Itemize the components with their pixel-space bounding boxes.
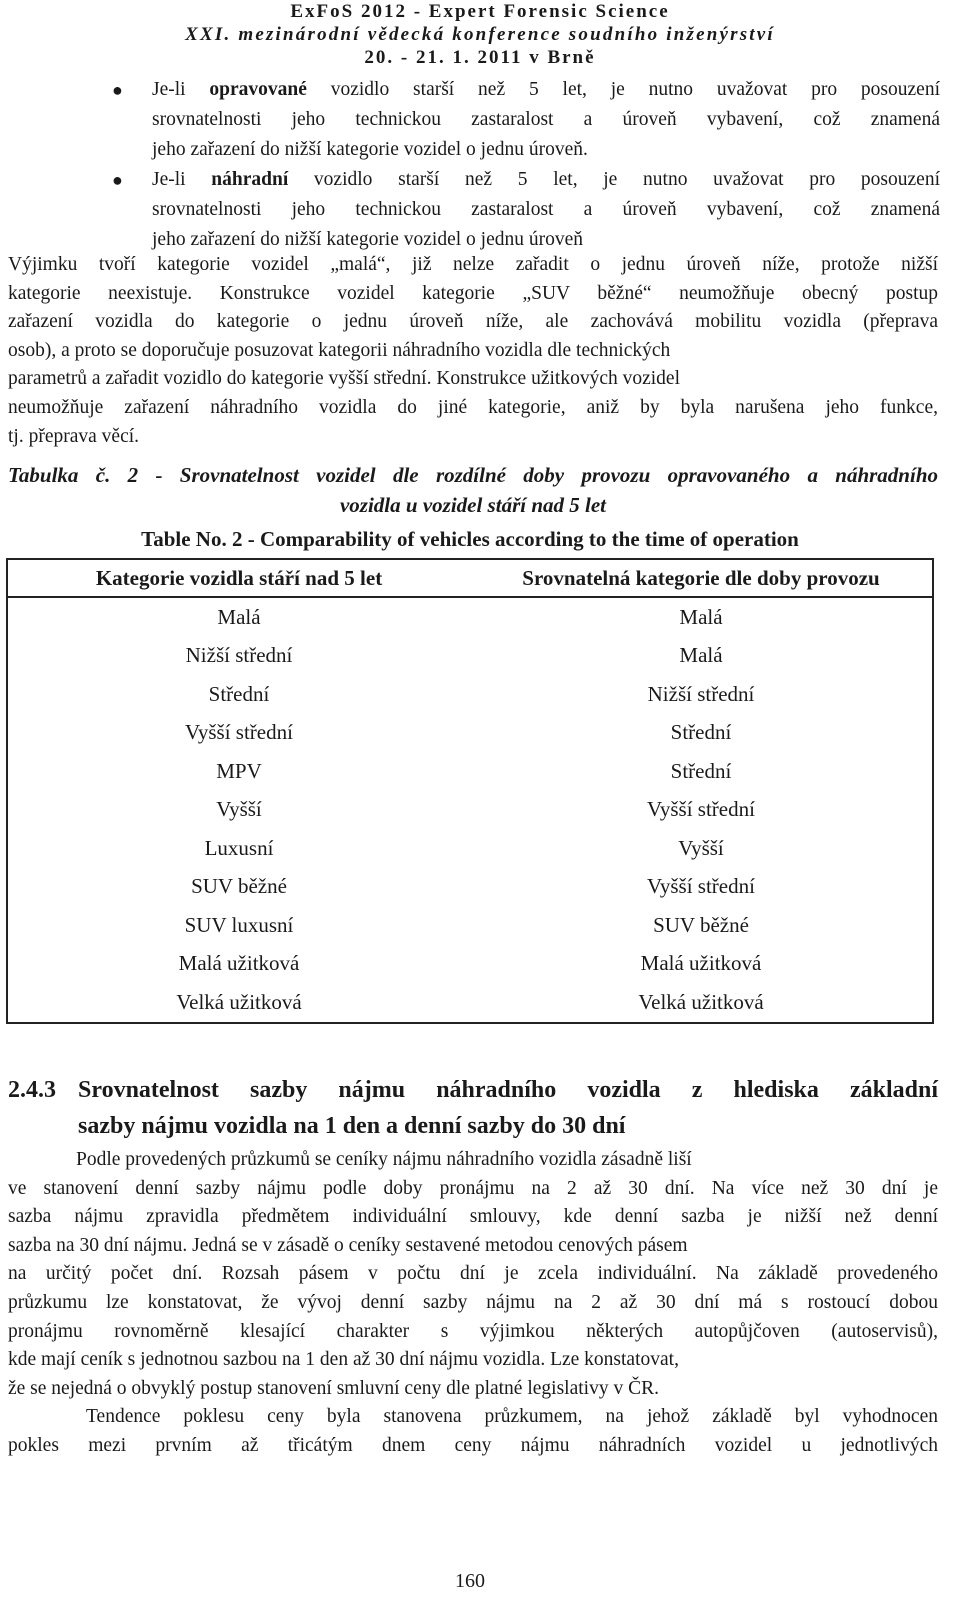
bullet-item-replacement <box>110 165 940 255</box>
conference-date: 20. - 21. 1. 2011 v Brně <box>364 47 596 68</box>
table-cell: Nižší střední <box>647 681 755 706</box>
table-cell: Střední <box>670 720 732 745</box>
table-cell: Vyšší střední <box>185 720 293 745</box>
page-header <box>0 0 960 69</box>
table-row <box>7 829 933 868</box>
bullet-line: Je-li náhradní vozidlo starší než 5 let, je nutno uvažovat pro posouzení <box>152 169 940 190</box>
table-cell: Velká užitková <box>638 989 764 1014</box>
table-row <box>7 597 933 637</box>
text-line: Výjimku tvoří kategorie vozidel „malá“, již nelze zařadit o jednu úroveň níže, protože nižší <box>8 254 938 275</box>
table-cell: Malá <box>679 604 723 629</box>
conference-subtitle: XXI. mezinárodní vědecká konference soudního inženýrství <box>185 24 775 45</box>
text-line: kategorie neexistuje. Konstrukce vozidel kategorie „SUV běžné“ neumožňuje obecný postup <box>8 282 938 304</box>
text-line: pronájmu rovnoměrně klesající charakter s výjimkou některých autopůjčoven (autoservisů), <box>8 1320 938 1342</box>
text-line: kde mají ceník s jednotnou sazbou na 1 den až 30 dní nájmu vozidla. Lze konstatovat, <box>8 1349 679 1371</box>
table-cell: Luxusní <box>204 835 274 860</box>
text-line: osob), a proto se doporučuje posuzovat kategorii náhradního vozidla dle technických <box>8 339 671 361</box>
table-row <box>7 791 933 830</box>
table-cell: Malá užitková <box>640 951 762 976</box>
table-row <box>7 906 933 945</box>
table-cell: Malá <box>679 643 723 668</box>
table-cell: Malá užitková <box>178 951 300 976</box>
section-title-line: sazby nájmu vozidla na 1 den a denní sazby do 30 dní <box>78 1113 626 1139</box>
bullet-line: jeho zařazení do nižší kategorie vozidel o jednu úroveň. <box>152 139 588 160</box>
column-header: Srovnatelná kategorie dle doby provozu <box>470 559 933 597</box>
paragraph-exceptions <box>8 251 938 451</box>
table-cell: SUV běžné <box>191 874 287 899</box>
table-row <box>7 752 933 791</box>
table-header-row <box>7 559 933 597</box>
paragraph-rental-rates <box>8 1146 938 1403</box>
section-title <box>78 1072 938 1144</box>
text-line: sazba na 30 dní nájmu. Jedná se v zásadě o ceníky sestavené metodou cenových pásem <box>8 1234 688 1256</box>
table-caption-line: vozidla u vozidel stáří nad 5 let <box>339 493 606 517</box>
table-row <box>7 983 933 1023</box>
text-line: pokles mezi prvním až třicátým dnem ceny nájmu náhradních vozidel u jednotlivých <box>8 1434 938 1456</box>
bullet-icon: ● <box>112 80 123 100</box>
table-row <box>7 945 933 984</box>
bullet-line: srovnatelnosti jeho technickou zastaralost a úroveň vybavení, což znamená <box>152 109 940 130</box>
text-line: Tendence poklesu ceny byla stanovena průzkumem, na jehož základě byl vyhodnocen <box>86 1406 938 1427</box>
table-cell: MPV <box>216 758 262 783</box>
column-header: Kategorie vozidla stáří nad 5 let <box>7 559 470 597</box>
section-number: 2.4.3 <box>8 1077 56 1103</box>
conference-title: ExFoS 2012 - Expert Forensic Science <box>290 1 670 22</box>
bullet-icon: ● <box>112 170 123 190</box>
table-cell: Střední <box>670 758 732 783</box>
table-caption-line: Tabulka č. 2 - Srovnatelnost vozidel dle rozdílné doby provozu opravovaného a náhradního <box>8 463 938 487</box>
table-cell: SUV běžné <box>653 912 749 937</box>
table-cell: Vyšší <box>216 797 262 822</box>
table-caption-english: Table No. 2 - Comparability of vehicles according to the time of operation <box>141 527 799 551</box>
bullet-item-repaired <box>110 75 940 165</box>
section-heading <box>8 1072 938 1144</box>
table-cell: Vyšší střední <box>647 874 755 899</box>
bullet-list <box>110 75 940 255</box>
text-line: parametrů a zařadit vozidlo do kategorie vyšší střední. Konstrukce užitkových vozidel <box>8 368 680 390</box>
text-line: ve stanovení denní sazby nájmu podle doby pronájmu na 2 až 30 dní. Na více než 30 dní je <box>8 1177 938 1199</box>
table-cell: SUV luxusní <box>184 912 294 937</box>
table-row <box>7 637 933 676</box>
text-line: tj. přeprava věcí. <box>8 425 140 447</box>
text-line: na určitý počet dní. Rozsah pásem v počtu dní je zcela individuální. Na základě provedeného <box>8 1263 938 1285</box>
paragraph-price-trend <box>8 1403 938 1460</box>
bullet-line: jeho zařazení do nižší kategorie vozidel o jednu úroveň <box>152 229 583 250</box>
text-line: zařazení vozidla do kategorie o jednu úroveň níže, ale zachovává mobilitu vozidla (přeprava <box>8 311 938 333</box>
text-line: neumožňuje zařazení náhradního vozidla do jiné kategorie, aniž by byla narušena jeho funkce, <box>8 396 938 418</box>
table-cell: Nižší střední <box>185 643 293 668</box>
text-line: sazba nájmu zpravidla předmětem individuální smlouvy, kde denní sazba je nižší než denní <box>8 1206 938 1228</box>
text-line: průzkumu lze konstatovat, že vývoj denní sazby nájmu na 2 až 30 dní má s rostoucí dobou <box>8 1291 938 1313</box>
bullet-line: srovnatelnosti jeho technickou zastaralost a úroveň vybavení, což znamená <box>152 199 940 220</box>
page-number: 160 <box>455 1570 485 1592</box>
table-cell: Vyšší střední <box>647 797 755 822</box>
table-row <box>7 675 933 714</box>
table-row <box>7 868 933 907</box>
comparison-table <box>6 558 934 1024</box>
table-cell: Střední <box>208 681 270 706</box>
section-title-line: Srovnatelnost sazby nájmu náhradního vozidla z hlediska základní <box>78 1077 938 1103</box>
table-caption <box>8 460 938 520</box>
table-cell: Vyšší <box>678 835 724 860</box>
bullet-line: Je-li opravované vozidlo starší než 5 let, je nutno uvažovat pro posouzení <box>152 79 940 100</box>
table-row <box>7 714 933 753</box>
text-line: že se nejedná o obvyklý postup stanovení smluvní ceny dle platné legislativy v ČR. <box>8 1377 659 1399</box>
text-line: Podle provedených průzkumů se ceníky nájmu náhradního vozidla zásadně liší <box>76 1149 692 1170</box>
table-cell: Malá <box>217 604 261 629</box>
table-cell: Velká užitková <box>176 989 302 1014</box>
